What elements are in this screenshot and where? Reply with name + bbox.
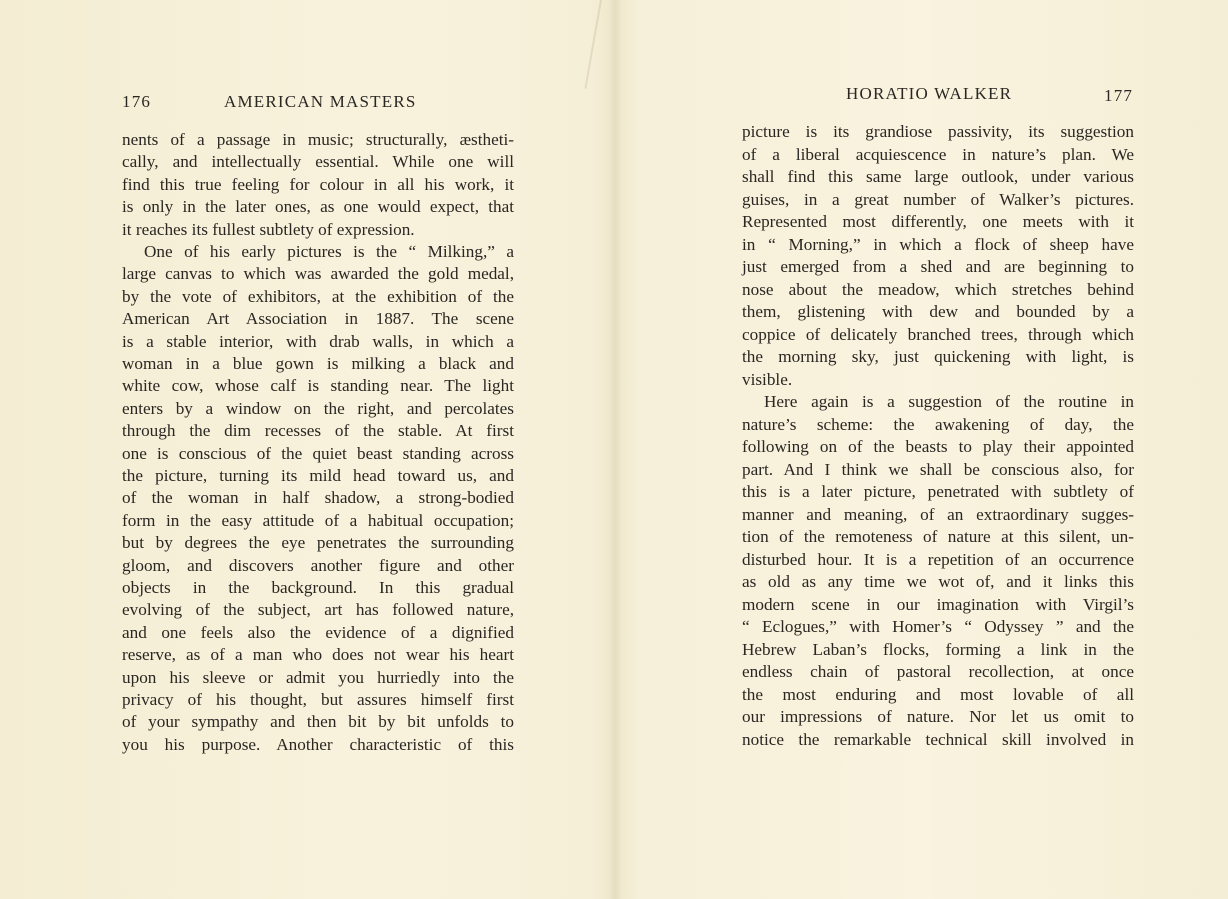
- text-line: nose about the meadow, which stretches behind: [742, 279, 1134, 299]
- text-line: just emerged from a shed and are beginning to: [742, 257, 1134, 276]
- text-line: nature’s scheme: the awakening of day, the: [742, 414, 1134, 434]
- text-line: cally, and intellectually essential. While one will: [122, 152, 514, 172]
- text-line: gloom, and discovers another figure and other: [122, 555, 514, 575]
- text-line: enters by a window on the right, and percolates: [122, 398, 514, 418]
- text-line: by the vote of exhibitors, at the exhibition of the: [122, 286, 514, 306]
- text-line: it reaches its fullest subtlety of expression.: [122, 219, 415, 239]
- left-page-number: 176: [122, 92, 152, 111]
- text-line: Here again is a suggestion of the routine in: [764, 392, 1134, 411]
- text-line: manner and meaning, of an extraordinary sugges-: [742, 504, 1134, 524]
- text-line: in “ Morning,” in which a flock of sheep have: [742, 234, 1134, 254]
- text-line: this is a later picture, penetrated with subtlety of: [742, 482, 1134, 501]
- text-line: find this true feeling for colour in all his work, it: [122, 174, 514, 194]
- text-line: visible.: [742, 369, 793, 389]
- text-line: guises, in a great number of Walker’s pictures.: [742, 189, 1134, 209]
- text-line: through the dim recesses of the stable. At first: [122, 421, 514, 441]
- text-line: of a liberal acquiescence in nature’s plan. We: [742, 144, 1134, 164]
- text-line: evolving of the subject, art has followed nature,: [122, 600, 514, 620]
- text-line: woman in a blue gown is milking a black and: [122, 354, 514, 373]
- text-line: notice the remarkable technical skill involved in: [742, 729, 1134, 749]
- right-running-head: HORATIO WALKER: [846, 84, 1013, 103]
- text-line: our impressions of nature. Nor let us omit to: [742, 707, 1134, 726]
- text-line: picture is its grandiose passivity, its suggestion: [742, 122, 1134, 141]
- text-line: but by degrees the eye penetrates the surrounding: [122, 533, 514, 553]
- text-line: objects in the background. In this gradual: [122, 578, 514, 597]
- text-line: privacy of his thought, but assures himself first: [122, 690, 514, 709]
- text-line: part. And I think we shall be conscious also, for: [742, 459, 1134, 479]
- text-line: One of his early pictures is the “ Milking,” a: [144, 242, 514, 261]
- text-line: is a stable interior, with drab walls, in which a: [122, 331, 514, 351]
- book-gutter: [608, 0, 622, 899]
- text-line: is only in the later ones, as one would expect, that: [122, 197, 514, 217]
- text-line: disturbed hour. It is a repetition of an occurrence: [742, 549, 1134, 569]
- right-page-number: 177: [1104, 86, 1134, 105]
- text-line: the morning sky, just quickening with light, is: [742, 347, 1134, 366]
- text-line: of your sympathy and then bit by bit unfolds to: [122, 712, 514, 732]
- text-line: one is conscious of the quiet beast standing across: [122, 443, 514, 463]
- text-line: tion of the remoteness of nature at this silent, un-: [742, 527, 1134, 546]
- text-line: you his purpose. Another characteristic of this: [122, 734, 514, 754]
- text-line: upon his sleeve or admit you hurriedly into the: [122, 667, 514, 687]
- text-line: following on of the beasts to play their appointed: [742, 437, 1134, 456]
- text-line: the picture, turning its mild head toward us, and: [122, 466, 514, 485]
- text-line: shall find this same large outlook, under various: [742, 167, 1134, 186]
- text-line: coppice of delicately branched trees, through which: [742, 324, 1134, 344]
- text-line: large canvas to which was awarded the gold medal,: [122, 264, 514, 284]
- text-line: as old as any time we wot of, and it links this: [742, 572, 1134, 591]
- text-line: Hebrew Laban’s flocks, forming a link in the: [742, 639, 1134, 659]
- text-line: “ Eclogues,” with Homer’s “ Odyssey ” and the: [742, 617, 1134, 636]
- page-crease: [584, 0, 602, 89]
- text-line: them, glistening with dew and bounded by a: [742, 302, 1134, 321]
- text-line: Represented most differently, one meets with it: [742, 212, 1134, 231]
- text-line: of the woman in half shadow, a strong-bodied: [122, 488, 514, 508]
- text-line: modern scene in our imagination with Virgil’s: [742, 594, 1134, 614]
- text-line: form in the easy attitude of a habitual occupation;: [122, 510, 514, 530]
- text-line: American Art Association in 1887. The scene: [122, 309, 514, 329]
- text-line: nents of a passage in music; structurally, æstheti-: [122, 130, 514, 149]
- text-line: reserve, as of a man who does not wear his heart: [122, 645, 514, 665]
- text-line: and one feels also the evidence of a dignified: [122, 622, 514, 642]
- left-running-head: AMERICAN MASTERS: [224, 92, 417, 111]
- text-line: endless chain of pastoral recollection, at once: [742, 662, 1134, 681]
- text-line: the most enduring and most lovable of all: [742, 684, 1134, 704]
- text-line: white cow, whose calf is standing near. The light: [122, 376, 514, 396]
